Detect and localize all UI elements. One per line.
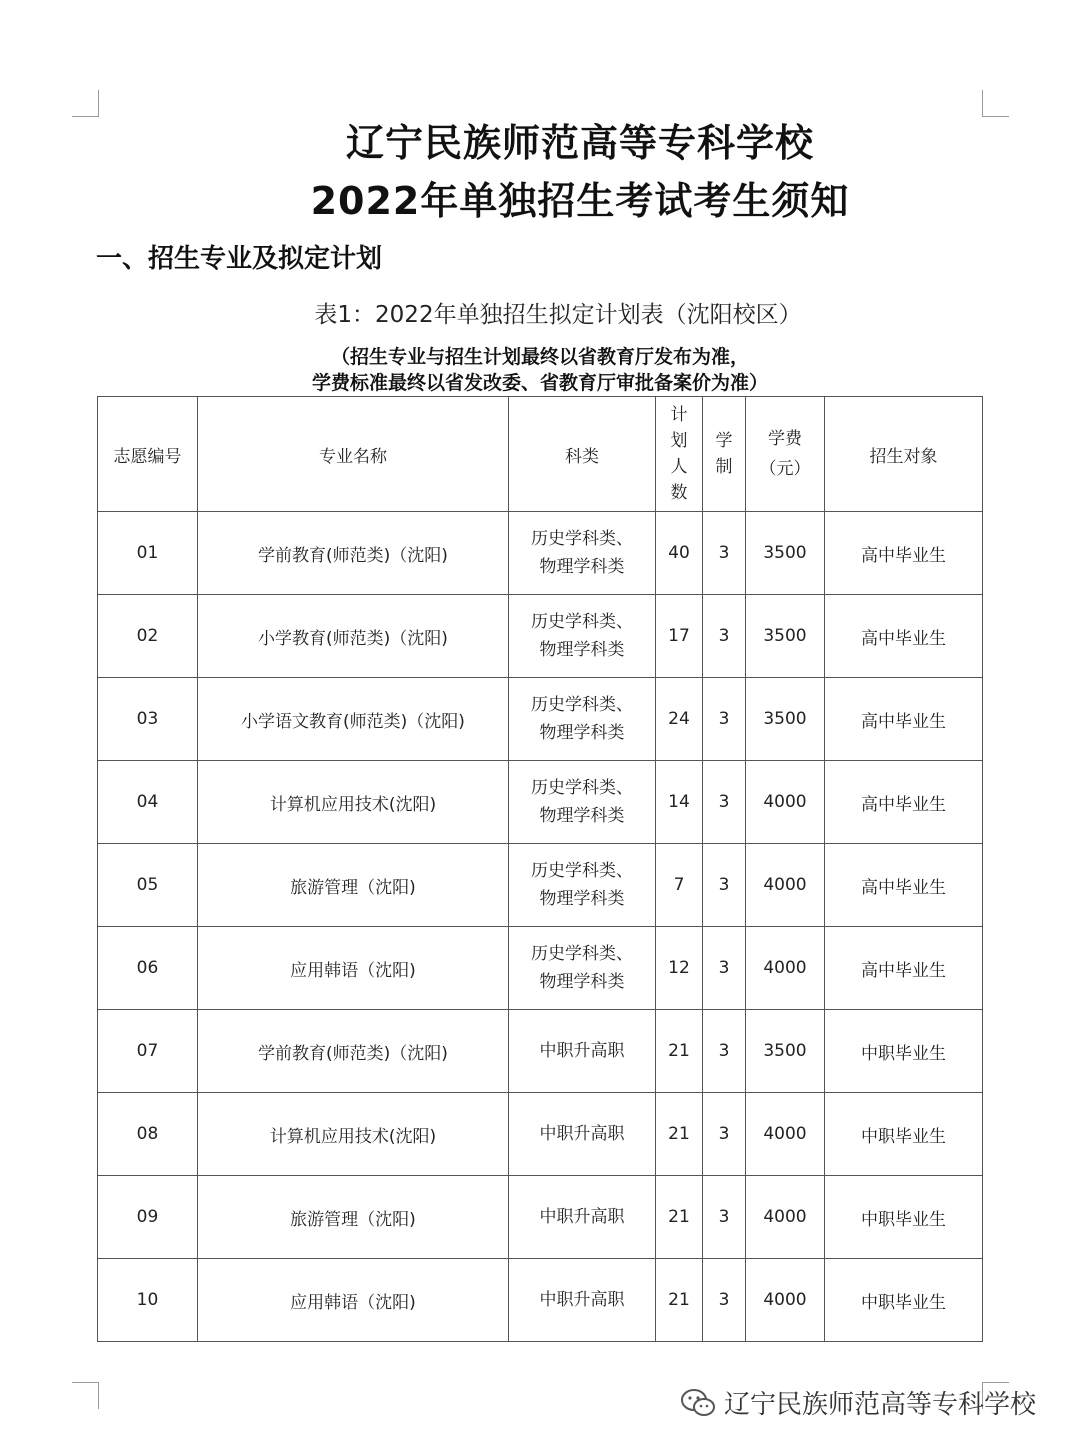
cell-years: 3 xyxy=(703,1176,746,1259)
header-category: 科类 xyxy=(509,397,656,512)
header-fee-label: 学费（元） xyxy=(759,429,811,479)
cell-category xyxy=(509,1176,656,1259)
section-heading: 一、招生专业及拟定计划 xyxy=(96,244,383,274)
cell-major: 计算机应用技术(沈阳) xyxy=(198,1093,509,1176)
table-body xyxy=(98,512,983,1342)
cell-major: 学前教育(师范类)（沈阳) xyxy=(198,512,509,595)
cell-major: 旅游管理（沈阳) xyxy=(198,1176,509,1259)
cell-category-text: 历史学科类、物理学科类 xyxy=(530,529,633,577)
cell-category xyxy=(509,927,656,1010)
header-major: 专业名称 xyxy=(198,397,509,512)
cell-fee: 3500 xyxy=(746,595,825,678)
cell-plan: 21 xyxy=(656,1259,703,1342)
table-row xyxy=(98,1259,983,1342)
cell-id: 07 xyxy=(98,1010,198,1093)
cell-category xyxy=(509,512,656,595)
cell-id: 08 xyxy=(98,1093,198,1176)
cell-major: 小学语文教育(师范类)（沈阳) xyxy=(198,678,509,761)
cell-id: 05 xyxy=(98,844,198,927)
watermark xyxy=(680,1384,1036,1421)
cell-fee: 4000 xyxy=(746,1176,825,1259)
table-header-row xyxy=(98,397,983,512)
cell-category-text: 历史学科类、物理学科类 xyxy=(530,695,633,743)
cell-target: 中职毕业生 xyxy=(825,1176,983,1259)
cell-years: 3 xyxy=(703,1093,746,1176)
table-row xyxy=(98,761,983,844)
crop-mark-bottom-left xyxy=(72,1382,99,1409)
cell-target: 高中毕业生 xyxy=(825,595,983,678)
cell-category xyxy=(509,595,656,678)
cell-category xyxy=(509,761,656,844)
cell-id: 04 xyxy=(98,761,198,844)
header-id: 志愿编号 xyxy=(98,397,198,512)
cell-years: 3 xyxy=(703,844,746,927)
cell-fee: 3500 xyxy=(746,512,825,595)
cell-major: 旅游管理（沈阳) xyxy=(198,844,509,927)
header-fee xyxy=(746,397,825,512)
header-plan-label: 计划人数 xyxy=(670,405,688,503)
cell-fee: 4000 xyxy=(746,927,825,1010)
cell-major: 应用韩语（沈阳) xyxy=(198,1259,509,1342)
cell-plan: 21 xyxy=(656,1176,703,1259)
cell-category-text: 历史学科类、物理学科类 xyxy=(530,778,633,826)
cell-plan: 21 xyxy=(656,1010,703,1093)
admission-plan-table xyxy=(97,396,983,1342)
table-row xyxy=(98,1093,983,1176)
header-plan xyxy=(656,397,703,512)
cell-plan: 40 xyxy=(656,512,703,595)
cell-target: 高中毕业生 xyxy=(825,512,983,595)
cell-category-text: 历史学科类、物理学科类 xyxy=(530,612,633,660)
cell-fee: 3500 xyxy=(746,678,825,761)
table-row xyxy=(98,1010,983,1093)
watermark-text: 辽宁民族师范高等专科学校 xyxy=(724,1390,1037,1420)
cell-id: 03 xyxy=(98,678,198,761)
cell-category-text: 中职升高职 xyxy=(539,1207,625,1227)
cell-id: 09 xyxy=(98,1176,198,1259)
header-years xyxy=(703,397,746,512)
cell-fee: 4000 xyxy=(746,1259,825,1342)
cell-plan: 24 xyxy=(656,678,703,761)
table-row xyxy=(98,512,983,595)
cell-plan: 17 xyxy=(656,595,703,678)
cell-category-text: 历史学科类、物理学科类 xyxy=(530,861,633,909)
cell-id: 06 xyxy=(98,927,198,1010)
table-row xyxy=(98,678,983,761)
cell-plan: 14 xyxy=(656,761,703,844)
table-row xyxy=(98,927,983,1010)
cell-category-text: 中职升高职 xyxy=(539,1124,625,1144)
cell-fee: 3500 xyxy=(746,1010,825,1093)
cell-target: 高中毕业生 xyxy=(825,761,983,844)
cell-fee: 4000 xyxy=(746,844,825,927)
table-row xyxy=(98,595,983,678)
table-row xyxy=(98,1176,983,1259)
document-subtitle: 2022年单独招生考试考生须知 xyxy=(310,179,850,223)
cell-category xyxy=(509,844,656,927)
cell-years: 3 xyxy=(703,595,746,678)
cell-target: 中职毕业生 xyxy=(825,1010,983,1093)
cell-plan: 12 xyxy=(656,927,703,1010)
header-years-label: 学制 xyxy=(715,431,733,477)
cell-major: 计算机应用技术(沈阳) xyxy=(198,761,509,844)
table-note-line2: 学费标准最终以省发改委、省教育厅审批备案价为准） xyxy=(311,372,768,394)
cell-plan: 7 xyxy=(656,844,703,927)
cell-years: 3 xyxy=(703,761,746,844)
cell-years: 3 xyxy=(703,512,746,595)
cell-years: 3 xyxy=(703,1259,746,1342)
cell-id: 10 xyxy=(98,1259,198,1342)
cell-category-text: 中职升高职 xyxy=(539,1290,625,1310)
table-note-line1: （招生专业与招生计划最终以省教育厅发布为准， xyxy=(330,346,749,368)
cell-years: 3 xyxy=(703,927,746,1010)
cell-target: 中职毕业生 xyxy=(825,1259,983,1342)
cell-target: 高中毕业生 xyxy=(825,927,983,1010)
table-row xyxy=(98,844,983,927)
header-target: 招生对象 xyxy=(825,397,983,512)
cell-major: 学前教育(师范类)（沈阳) xyxy=(198,1010,509,1093)
cell-target: 高中毕业生 xyxy=(825,844,983,927)
document-title: 辽宁民族师范高等专科学校 xyxy=(345,121,814,165)
table-caption: 表1：2022年单独招生拟定计划表（沈阳校区） xyxy=(314,302,802,328)
cell-years: 3 xyxy=(703,1010,746,1093)
wechat-icon xyxy=(680,1388,716,1418)
cell-category-text: 历史学科类、物理学科类 xyxy=(530,944,633,992)
cell-fee: 4000 xyxy=(746,761,825,844)
cell-major: 应用韩语（沈阳) xyxy=(198,927,509,1010)
cell-category xyxy=(509,1093,656,1176)
cell-major: 小学教育(师范类)（沈阳) xyxy=(198,595,509,678)
cell-category xyxy=(509,1259,656,1342)
cell-category xyxy=(509,678,656,761)
cell-category xyxy=(509,1010,656,1093)
cell-plan: 21 xyxy=(656,1093,703,1176)
cell-years: 3 xyxy=(703,678,746,761)
cell-id: 02 xyxy=(98,595,198,678)
cell-category-text: 中职升高职 xyxy=(539,1041,625,1061)
cell-id: 01 xyxy=(98,512,198,595)
cell-target: 高中毕业生 xyxy=(825,678,983,761)
cell-target: 中职毕业生 xyxy=(825,1093,983,1176)
cell-fee: 4000 xyxy=(746,1093,825,1176)
